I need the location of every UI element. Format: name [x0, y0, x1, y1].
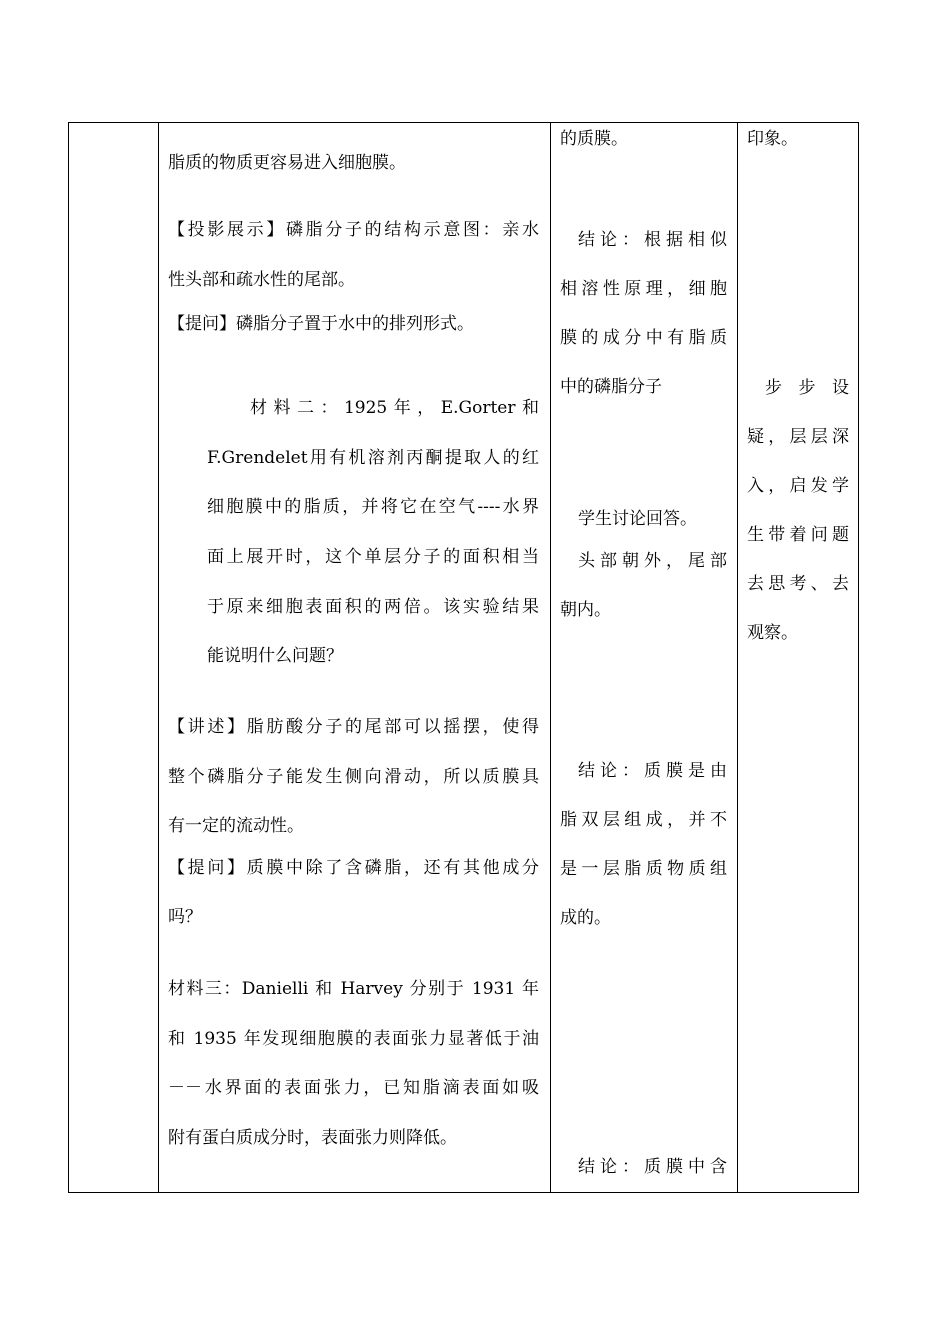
- text-line: 脂双层组成，并不: [560, 810, 727, 830]
- text-line: 膜的成分中有脂质: [560, 328, 727, 348]
- text-line: 入，启发学: [747, 476, 849, 496]
- material-three-line: 附有蛋白质成分时，表面张力则降低。: [168, 1128, 457, 1148]
- material-two-line: F.Grendelet用有机溶剂丙酮提取人的红: [207, 448, 539, 468]
- text-line: 【投影展示】磷脂分子的结构示意图：亲水: [168, 220, 539, 240]
- material-three-line: 和 1935 年发现细胞膜的表面张力显著低于油: [168, 1029, 539, 1049]
- text-line: 结论：质膜是由: [578, 761, 727, 781]
- text-line: 中的磷脂分子: [560, 377, 662, 397]
- text-line: 头部朝外，尾部: [578, 551, 727, 571]
- text-line: 成的。: [560, 908, 611, 928]
- text-line: 朝内。: [560, 600, 611, 620]
- column-divider: [550, 123, 551, 1192]
- text-line: 疑，层层深: [747, 427, 849, 447]
- text-line: 是一层脂质物质组: [560, 859, 727, 879]
- text-line: 生带着问题: [747, 525, 849, 545]
- text-line: 整个磷脂分子能发生侧向滑动，所以质膜具: [168, 767, 539, 787]
- material-three-line: －－水界面的表面张力，已知脂滴表面如吸: [168, 1078, 539, 1098]
- text-line: 结论：质膜中含: [578, 1157, 727, 1177]
- material-two-line: 于原来细胞表面积的两倍。该实验结果: [207, 597, 539, 617]
- text-line: 有一定的流动性。: [168, 816, 304, 836]
- text-line: 印象。: [747, 129, 798, 149]
- column-divider: [737, 123, 738, 1192]
- text-line: 结论：根据相似: [578, 230, 727, 250]
- text-line: 性头部和疏水性的尾部。: [168, 270, 355, 290]
- material-two-line: 细胞膜中的脂质，并将它在空气----水界: [207, 497, 539, 517]
- text-line: 【提问】质膜中除了含磷脂，还有其他成分: [168, 858, 539, 878]
- text-line: 步步设: [765, 378, 849, 398]
- text-line: 的质膜。: [560, 129, 628, 149]
- material-two-line: 材料二：1925年，E.Gorter和: [250, 398, 539, 418]
- material-three-line: 材料三：Danielli 和 Harvey 分别于 1931 年: [168, 979, 539, 999]
- text-line: 【讲述】脂肪酸分子的尾部可以摇摆，使得: [168, 717, 539, 737]
- text-line: 【提问】磷脂分子置于水中的排列形式。: [168, 314, 474, 334]
- text-line: 脂质的物质更容易进入细胞膜。: [168, 153, 406, 173]
- text-line: 观察。: [747, 623, 798, 643]
- material-two-line: 面上展开时，这个单层分子的面积相当: [207, 547, 539, 567]
- column-divider: [158, 123, 159, 1192]
- text-line: 学生讨论回答。: [578, 509, 697, 529]
- text-line: 吗？: [168, 907, 202, 927]
- material-two-line: 能说明什么问题？: [207, 646, 343, 666]
- text-line: 去思考、去: [747, 574, 849, 594]
- text-line: 相溶性原理，细胞: [560, 279, 727, 299]
